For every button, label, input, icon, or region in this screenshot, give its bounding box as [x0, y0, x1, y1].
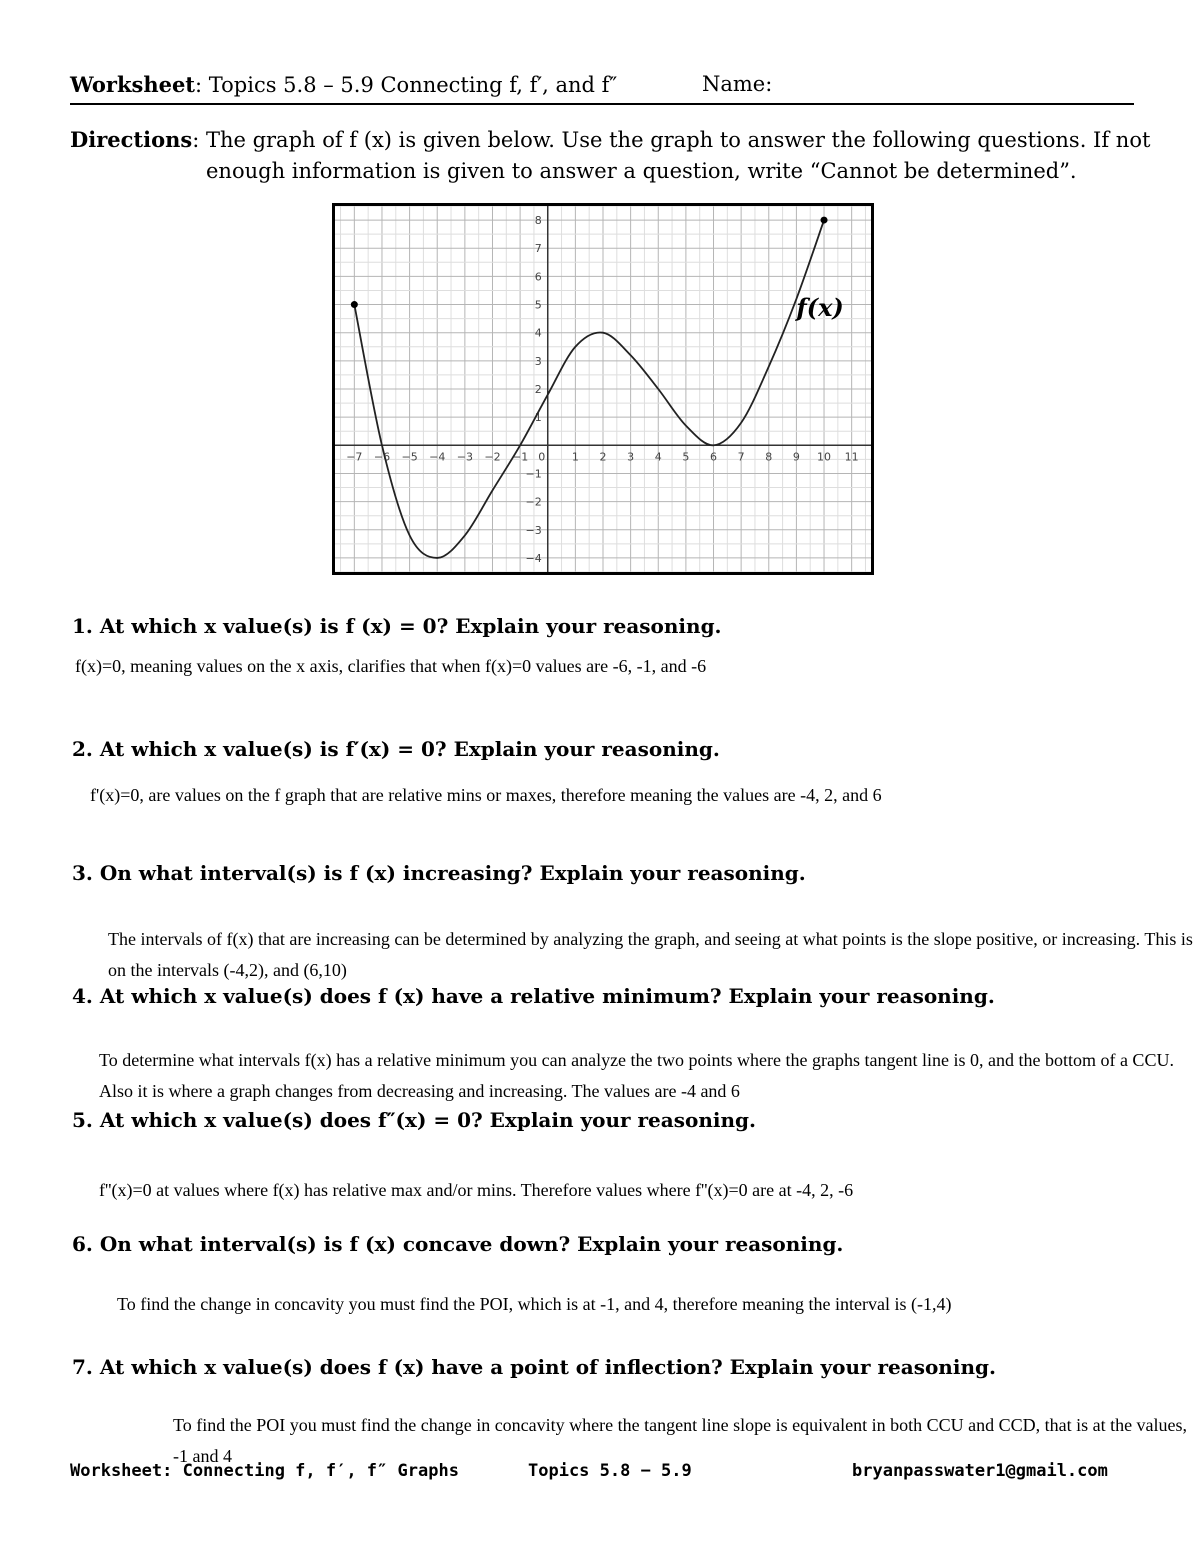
worksheet-label: Worksheet [70, 72, 196, 97]
directions-label: Directions [70, 127, 193, 152]
footer-right: bryanpasswater1@gmail.com [852, 1461, 1108, 1481]
answer-2: f'(x)=0, are values on the f graph that are relative mins or maxes, therefore meaning the values are -4, 2, and 6 [90, 785, 882, 805]
y-tick-label: 2 [534, 383, 542, 396]
answer-3: The intervals of f(x) that are increasing can be determined by analyzing the graph, and seeing at what points is the slope positive, or increasing. This is on the intervals (-4,2), and (6,10) [108, 929, 1193, 980]
x-tick-label: 9 [792, 450, 800, 464]
x-tick-label: −7 [346, 450, 363, 464]
x-tick-label: 10 [817, 450, 832, 464]
worksheet-title [70, 72, 617, 97]
question-6: 6. On what interval(s) is f (x) concave down? Explain your reasoning. [72, 1232, 844, 1256]
x-tick-label: 4 [654, 450, 662, 464]
answer-6: To find the change in concavity you must find the POI, which is at -1, and 4, therefore meaning the interval is (-1,4) [117, 1294, 952, 1314]
answer-1: f(x)=0, meaning values on the x axis, clarifies that when f(x)=0 values are -6, -1, and -6 [75, 656, 707, 676]
y-tick-label: 4 [534, 326, 542, 340]
x-tick-label: −1 [512, 450, 529, 464]
directions-line2: enough information is given to answer a question, write “Cannot be determined”. [206, 159, 1077, 183]
y-tick-label: −1 [525, 467, 542, 481]
question-2: 2. At which x value(s) is f′(x) = 0? Explain your reasoning. [72, 737, 720, 761]
curve-endpoint [821, 217, 828, 224]
x-tick-label: 1 [571, 450, 579, 464]
x-tick-label: −4 [429, 450, 446, 464]
answer-7: To find the POI you must find the change in concavity where the tangent line slope is equivalent in both CCU and CCD, that is at the values, -1 and 4 [173, 1415, 1188, 1466]
y-tick-label: 8 [534, 214, 542, 228]
curve-endpoint [351, 301, 358, 308]
y-tick-label: −4 [525, 551, 542, 565]
curve-label: f(x) [796, 292, 844, 322]
question-1: 1. At which x value(s) is f (x) = 0? Explain your reasoning. [72, 614, 722, 638]
x-tick-label: 5 [682, 450, 690, 464]
answer-5: f''(x)=0 at values where f(x) has relative max and/or mins. Therefore values where f''(x)=0 are at -4, 2, -6 [99, 1180, 854, 1200]
y-tick-label: −2 [525, 495, 542, 509]
x-tick-label: 0 [538, 450, 546, 464]
x-tick-label: 11 [844, 450, 859, 464]
x-tick-label: 8 [765, 450, 773, 464]
x-tick-label: −3 [456, 450, 473, 464]
directions-text: : The graph of f (x) is given below. Use the graph to answer the following questions. If not [192, 128, 1151, 152]
x-tick-label: 3 [627, 450, 635, 464]
answer-4: To determine what intervals f(x) has a relative minimum you can analyze the two points where the graphs tangent line is 0, and the bottom of a CCU. Also it is where a graph changes from decreasing and increasing. The values are -4 and 6 [99, 1050, 1174, 1101]
x-tick-label: 2 [599, 450, 607, 464]
worksheet-topic: : Topics 5.8 – 5.9 Connecting f, f′, and f″ [195, 73, 618, 97]
y-tick-label: 5 [534, 298, 542, 312]
header-rule [70, 103, 1134, 105]
name-label: Name: [702, 72, 773, 96]
question-3: 3. On what interval(s) is f (x) increasing? Explain your reasoning. [72, 861, 806, 885]
question-5: 5. At which x value(s) does f″(x) = 0? Explain your reasoning. [72, 1108, 756, 1132]
x-tick-label: −2 [484, 450, 501, 464]
x-tick-label: 6 [710, 450, 718, 464]
x-tick-label: −6 [373, 450, 391, 464]
graph-frame [332, 203, 874, 575]
function-graph [335, 206, 871, 572]
y-tick-label: 3 [534, 354, 542, 368]
x-tick-label: 7 [737, 450, 745, 464]
directions-line1 [70, 127, 1150, 152]
footer-left: Worksheet: Connecting f, f′, f″ Graphs [70, 1461, 459, 1481]
y-tick-label: 1 [534, 411, 542, 425]
question-7: 7. At which x value(s) does f (x) have a point of inflection? Explain your reasoning. [72, 1355, 996, 1379]
y-tick-label: −3 [525, 523, 542, 537]
y-tick-label: 7 [534, 242, 542, 256]
x-tick-label: −5 [401, 450, 418, 464]
footer-center: Topics 5.8 − 5.9 [528, 1461, 692, 1481]
question-4: 4. At which x value(s) does f (x) have a relative minimum? Explain your reasoning. [72, 984, 995, 1008]
y-tick-label: 6 [534, 270, 542, 284]
